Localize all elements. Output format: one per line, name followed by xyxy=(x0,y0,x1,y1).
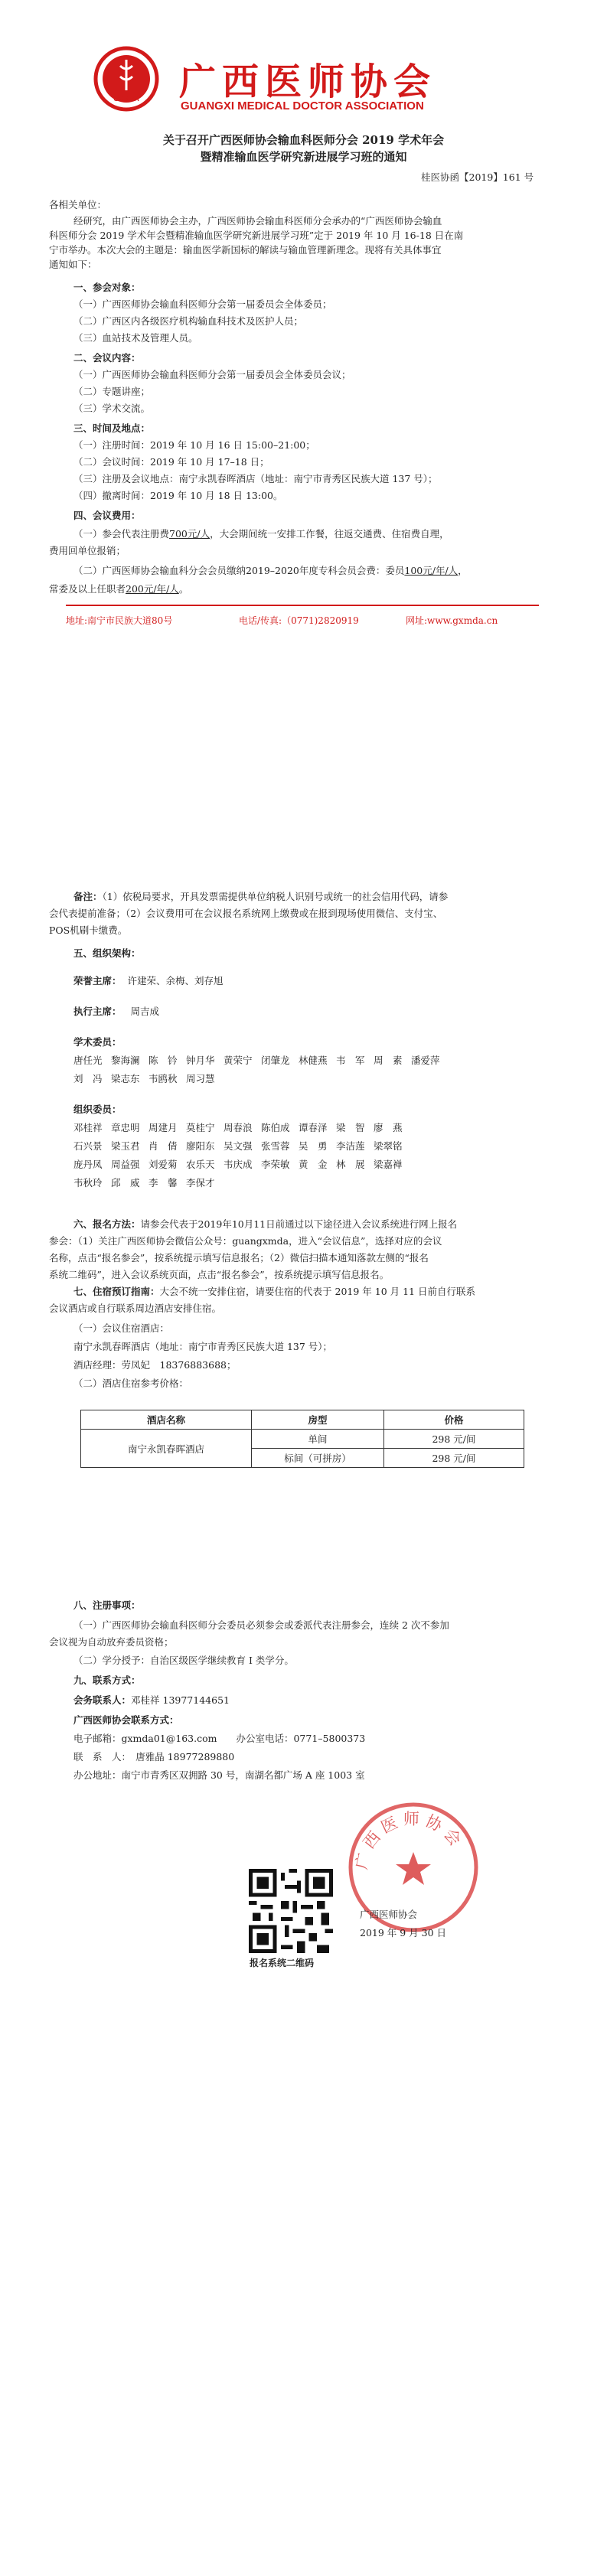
lodging-line: 会议酒店或自行联系周边酒店安排住宿。 xyxy=(49,1303,222,1314)
org-name-cn: 广西医师协会 xyxy=(179,60,437,103)
signature-org: 广西医师协会 xyxy=(360,1909,418,1920)
list-item: （二）会议时间：2019 年 10 月 17–18 日； xyxy=(73,456,269,468)
section-title: 九、联系方式： xyxy=(73,1674,141,1686)
hotel-name-cell: 南宁永凯春晖酒店 xyxy=(81,1430,252,1468)
list-item: （一）广西医师协会输血科医师分会第一届委员会全体委员会议； xyxy=(73,369,351,380)
list-item: （三）血站技术及管理人员。 xyxy=(73,332,198,344)
registration-line: 名称，点击“报名参会”，按系统提示填写信息报名；（2）微信扫描本通知落款左侧的“报名 xyxy=(49,1252,429,1264)
intro-line: 经研究，由广西医师协会主办，广西医师协会输血科医师分会承办的“广西医师协会输血 xyxy=(73,215,442,227)
list-item: （四）撤离时间：2019 年 10 月 18 日 13:00。 xyxy=(73,490,283,501)
section-title: 八、注册事项： xyxy=(73,1599,141,1611)
logo-text: GXMDA xyxy=(113,95,139,103)
registration-line: 参会：（1）关注广西医师协会微信公众号：guangxmda，进入“会议信息”，选择对应的会议 xyxy=(49,1235,442,1247)
section-title: 五、组织架构： xyxy=(73,947,141,959)
doc-title-line2: 暨精准输血医学研究新进展学习班的通知 xyxy=(200,150,407,164)
intro-line: 科医师分会 2019 学术年会暨精准输血医学研究新进展学习班”定于 2019 年 10 月 16-18 日在南 xyxy=(49,230,464,241)
doc-number: 桂医协函【2019】161 号 xyxy=(421,171,534,183)
registration-note: （二）学分授予：自治区级医学继续教育 I 类学分。 xyxy=(73,1655,294,1666)
notes-line: 会代表提前准备；（2）会议费用可在会议报名系统网上缴费或在报到现场使用微信、支付宝、 xyxy=(49,908,443,919)
footer-website: 网址:www.gxmda.cn xyxy=(406,615,498,626)
seal-text: 广西医师协会 xyxy=(351,1809,468,1871)
list-item: （一）广西医师协会输血科医师分会第一届委员会全体委员； xyxy=(73,298,332,310)
fee-line: （二）广西医师协会输血科分会会员缴纳2019–2020年度专科会员会费：委员100元/年/人， xyxy=(73,565,468,576)
fee-line: 费用回单位报销； xyxy=(49,545,126,556)
notes-line: 备注：（1）依税局要求，开具发票需提供单位纳税人识别号或统一的社会信用代码，请参 xyxy=(73,891,449,902)
organizing-committee-row: 石兴景 梁玉君 肖 倩 廖阳东 吴文强 张雪蓉 吴 勇 李洁莲 梁翠铭 xyxy=(73,1140,403,1152)
greeting: 各相关单位： xyxy=(49,199,107,210)
registration-line: 六、报名方法：请参会代表于2019年10月11日前通过以下途径进入会议系统进行网上报名 xyxy=(73,1218,458,1230)
contact-person: 联 系 人： 唐雅晶 18977289880 xyxy=(73,1751,235,1762)
table-header: 酒店名称 xyxy=(81,1410,252,1430)
list-item: （二）广西区内各级医疗机构输血科技术及医护人员； xyxy=(73,315,304,327)
intro-line: 宁市举办。本次大会的主题是：输血医学新国标的解读与输血管理新理念。现将有关具体事宜 xyxy=(49,244,442,256)
section-title: 四、会议费用： xyxy=(73,510,141,521)
price-cell: 298 元/间 xyxy=(384,1430,524,1449)
room-type-cell: 单间 xyxy=(252,1430,384,1449)
list-item: （三）注册及会议地点：南宁永凯春晖酒店（地址：南宁市青秀区民族大道 137 号）； xyxy=(73,473,438,484)
doc-title-line1: 关于召开广西医师协会输血科医师分会 2019 学术年会 xyxy=(162,133,445,147)
room-type-cell: 标间（可拼房） xyxy=(252,1449,384,1468)
list-item: （一）注册时间：2019 年 10 月 16 日 15:00–21:00； xyxy=(73,439,315,451)
registration-qr-code-icon xyxy=(249,1869,333,1953)
registration-line: 系统二维码”，进入会议系统页面，点击“报名参会”，按系统提示填写信息报名。 xyxy=(49,1269,390,1280)
footer-address: 地址:南宁市民族大道80号 xyxy=(66,615,173,626)
organizing-committee-row: 庞丹凤 周益强 刘爱菊 农乐天 韦庆成 李荣敏 黄 金 林 展 梁嘉禅 xyxy=(73,1159,403,1170)
honor-chairs: 荣誉主席： 许建荣、余梅、刘存旭 xyxy=(73,975,224,986)
contact-email: 电子邮箱：gxmda01@163.com 办公室电话：0771–5800373 xyxy=(73,1733,366,1744)
lodging-line: 七、住宿预订指南：大会不统一安排住宿，请要住宿的代表于 2019 年 10 月 11 日前自行联系 xyxy=(73,1286,475,1297)
organizing-committee-label: 组织委员： xyxy=(73,1104,122,1115)
meeting-contact: 会务联系人：邓桂祥 13977144651 xyxy=(73,1694,230,1706)
academic-committee-row: 唐任光 黎海澜 陈 钤 钟月华 黄荣宁 闭肇龙 林健燕 韦 军 周 素 潘爱萍 xyxy=(73,1055,440,1066)
org-name-en: GUANGXI MEDICAL DOCTOR ASSOCIATION xyxy=(181,99,424,112)
notes-line: POS机刷卡缴费。 xyxy=(49,924,128,936)
lodging-line: （一）会议住宿酒店： xyxy=(73,1322,170,1334)
fee-line: （一）参会代表注册费700元/人，大会期间统一安排工作餐，往返交通费、住宿费自理， xyxy=(73,528,449,540)
organizing-committee-row: 邓桂祥 章忠明 周建月 莫桂宁 周春浪 陈伯成 谭春泽 梁 智 廖 燕 xyxy=(73,1122,403,1133)
table-header: 房型 xyxy=(252,1410,384,1430)
list-item: （二）专题讲座； xyxy=(73,386,151,397)
table-header: 价格 xyxy=(384,1410,524,1430)
hotel-contact: 酒店经理：劳凤妃 18376883688； xyxy=(73,1359,237,1371)
footer-divider xyxy=(66,605,539,606)
section-title: 一、参会对象： xyxy=(73,282,141,293)
signature-date: 2019 年 9 月 30 日 xyxy=(360,1927,447,1939)
registration-note: 会议视为自动放弃委员资格； xyxy=(49,1636,174,1648)
registration-note: （一）广西医师协会输血科医师分会委员必须参会或委派代表注册参会，连续 2 次不参加 xyxy=(73,1619,449,1631)
section-title: 三、时间及地点： xyxy=(73,422,151,434)
academic-committee-label: 学术委员： xyxy=(73,1036,122,1048)
footer-phone: 电话/传真:（0771)2820919 xyxy=(239,615,359,626)
fee-line: 常委及以上任职者200元/年/人。 xyxy=(49,583,189,595)
academic-committee-row: 刘 冯 梁志东 韦鸥秋 周习慧 xyxy=(73,1073,215,1084)
price-cell: 298 元/间 xyxy=(384,1449,524,1468)
table-row xyxy=(81,1430,524,1449)
list-item: （三）学术交流。 xyxy=(73,403,151,414)
section-title: 二、会议内容： xyxy=(73,352,141,364)
hotel-address: 南宁永凯春晖酒店（地址：南宁市青秀区民族大道 137 号）； xyxy=(73,1341,333,1352)
association-contact-title: 广西医师协会联系方式： xyxy=(73,1714,179,1726)
exec-chair: 执行主席： 周吉成 xyxy=(73,1006,159,1017)
hotel-price-table xyxy=(80,1410,524,1468)
lodging-line: （二）酒店住宿参考价格： xyxy=(73,1378,189,1389)
intro-line: 通知如下： xyxy=(49,259,97,270)
organizing-committee-row: 韦秋玲 邱 威 李 馨 李保才 xyxy=(73,1177,215,1189)
qr-caption: 报名系统二维码 xyxy=(250,1958,315,1968)
association-logo-icon xyxy=(93,46,159,112)
office-address: 办公地址：南宁市青秀区双拥路 30 号，南湖名都广场 A 座 1003 室 xyxy=(73,1769,365,1781)
